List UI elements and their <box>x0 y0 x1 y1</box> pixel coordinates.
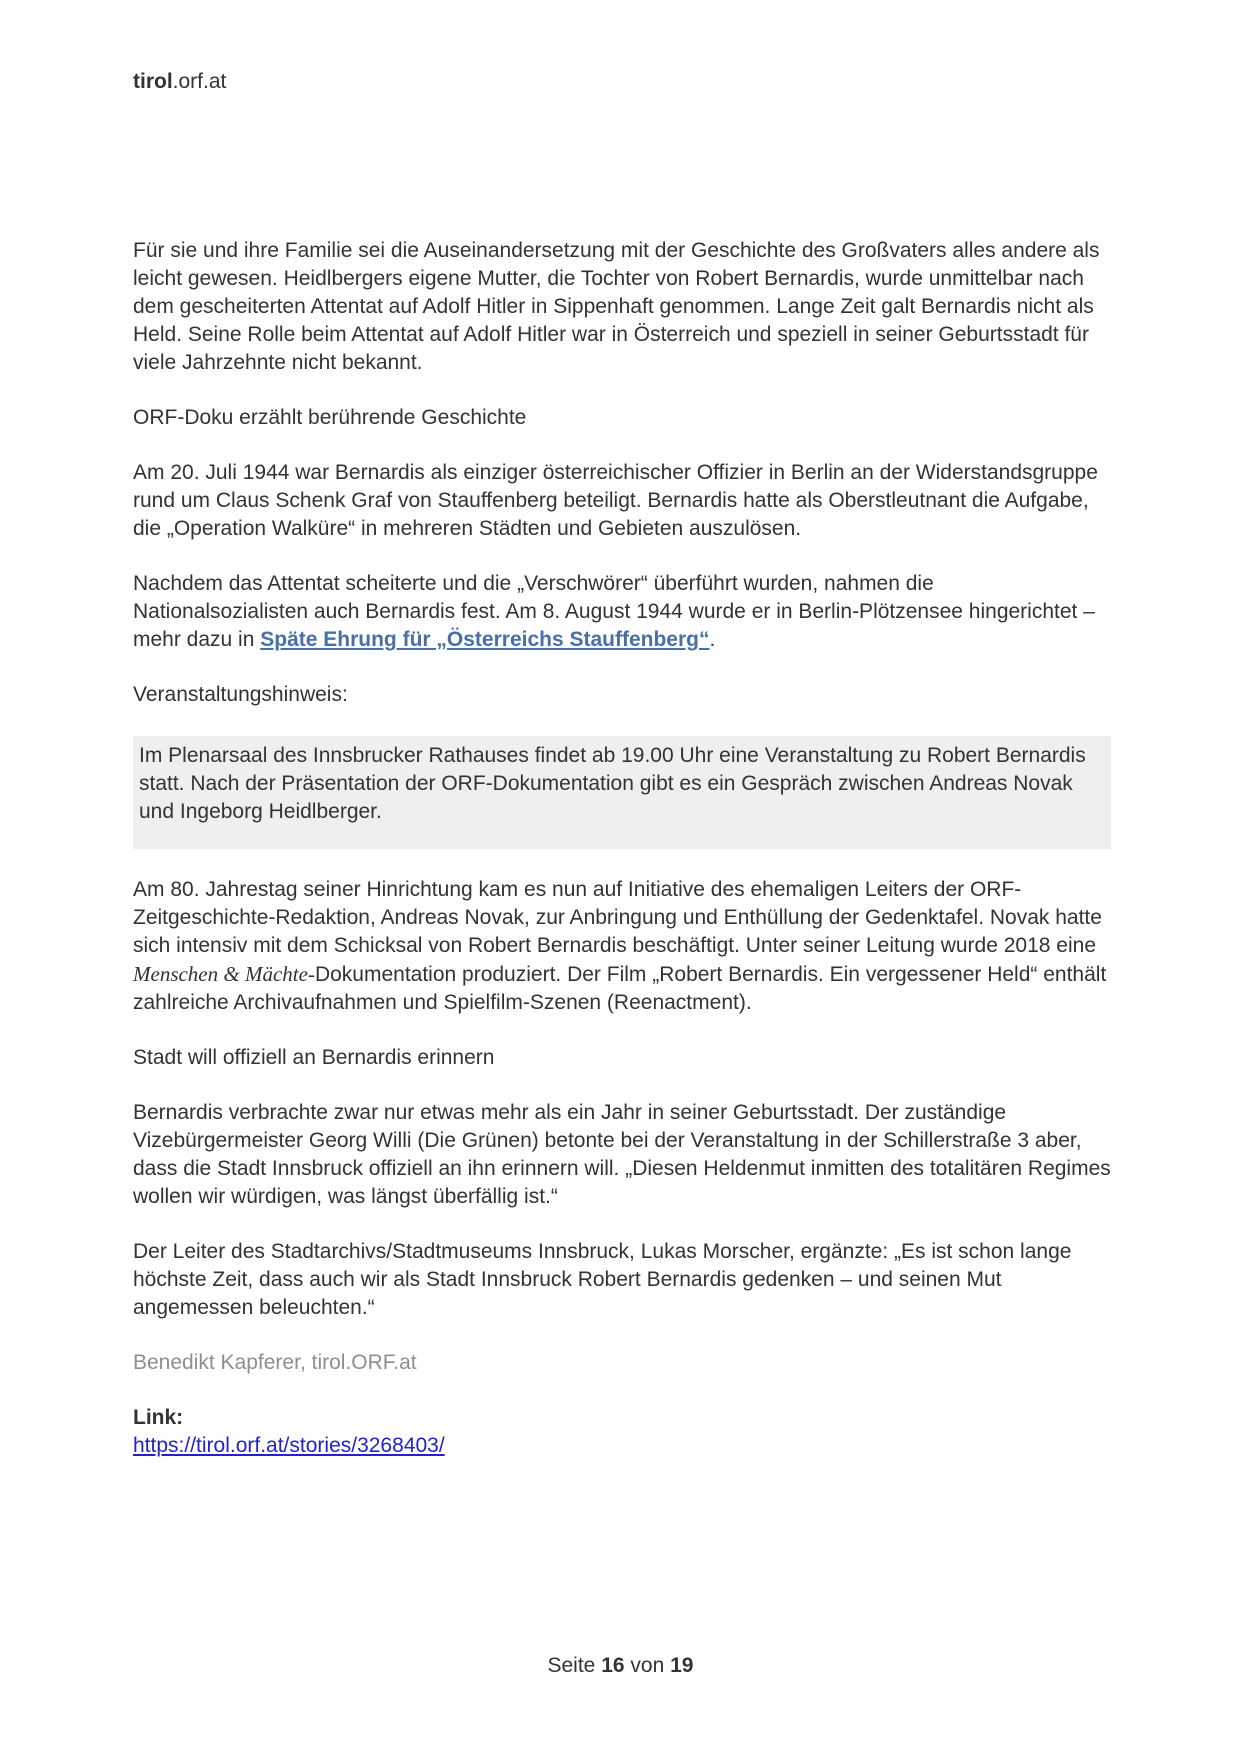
link-section <box>133 1404 1111 1460</box>
section-heading-veranstaltungshinweis: Veranstaltungshinweis: <box>133 683 348 706</box>
article-content <box>133 237 1111 1460</box>
author-byline: Benedikt Kapferer, tirol.ORF.at <box>133 1351 417 1374</box>
paragraph-attentat <box>133 570 1111 654</box>
footer-word-seite: Seite <box>547 1654 596 1677</box>
section-heading-stadt: Stadt will offiziell an Bernardis erinnern <box>133 1046 495 1069</box>
paragraph-willi: Bernardis verbrachte zwar nur etwas mehr als ein Jahr in seiner Geburtsstadt. Der zuständige Vizebürgermeister Georg Willi (Die Grünen) betonte bei der Veranstaltung in der Schillerstraße 3 aber, dass die Stadt Innsbruck offiziell an ihn erinnern will. „Diesen Heldenmut inmitten des totalitären Regimes wollen wir würdigen, was längst überfällig ist.“ <box>133 1101 1111 1208</box>
site-brand-bold: tirol <box>133 70 173 93</box>
paragraph-gedenktafel <box>133 876 1111 1017</box>
event-info-text: Im Plenarsaal des Innsbrucker Rathauses findet ab 19.00 Uhr eine Veranstaltung zu Robert Bernardis statt. Nach der Präsentation der ORF-Dokumentation gibt es ein Gespräch zwischen Andreas Novak und Ingeborg Heidlberger. <box>139 744 1086 823</box>
event-info-box <box>133 736 1111 849</box>
story-url-link[interactable]: https://tirol.orf.at/stories/3268403/ <box>133 1434 445 1457</box>
total-pages: 19 <box>670 1654 694 1677</box>
paragraph-attentat-text: Nachdem das Attentat scheiterte und die „Verschwörer“ überführt wurden, nahmen die Nationalsozialisten auch Bernardis fest. Am 8. August 1944 wurde er in Berlin-Plötzensee hingerichtet – mehr dazu in <box>133 572 1095 651</box>
link-section-label: Link: <box>133 1406 184 1429</box>
footer-word-von: von <box>630 1654 665 1677</box>
page-number: 16 <box>601 1654 625 1677</box>
paragraph-morscher: Der Leiter des Stadtarchivs/Stadtmuseums Innsbruck, Lukas Morscher, ergänzte: „Es ist schon lange höchste Zeit, dass auch wir als Stadt Innsbruck Robert Bernardis gedenken – und seinen Mut angemessen beleuchten.“ <box>133 1240 1072 1319</box>
related-article-link[interactable]: Späte Ehrung für „Österreichs Stauffenberg“ <box>260 628 710 651</box>
paragraph-gedenktafel-text: Am 80. Jahrestag seiner Hinrichtung kam es nun auf Initiative des ehemaligen Leiters der ORF-Zeitgeschichte-Redaktion, Andreas Novak, zur Anbringung und Enthüllung der Gedenktafel. Novak hatte sich intensiv mit dem Schicksal von Robert Bernardis beschäftigt. Unter seiner Leitung wurde 2018 eine <box>133 878 1102 957</box>
doku-series-title: Menschen & Mächte- <box>133 962 315 986</box>
paragraph-gedenktafel-rest: Dokumentation produziert. Der Film „Robert Bernardis. Ein vergessener Held“ enthält zahlreiche Archivaufnahmen und Spielfilm-Szenen (Reenactment). <box>133 963 1107 1014</box>
paragraph-attentat-period: . <box>709 628 716 651</box>
site-brand-rest: .orf.at <box>172 70 227 93</box>
section-heading-orf-doku: ORF-Doku erzählt berührende Geschichte <box>133 406 527 429</box>
paragraph-walkuere: Am 20. Juli 1944 war Bernardis als einziger österreichischer Offizier in Berlin an der Widerstandsgruppe rund um Claus Schenk Graf von Stauffenberg beteiligt. Bernardis hatte als Oberstleutnant die Aufgabe, die „Operation Walküre“ in mehreren Städten und Gebieten auszulösen. <box>133 461 1098 540</box>
site-brand <box>133 68 226 96</box>
page-footer <box>0 1652 1241 1680</box>
paragraph-family: Für sie und ihre Familie sei die Auseinandersetzung mit der Geschichte des Großvaters alles andere als leicht gewesen. Heidlbergers eigene Mutter, die Tochter von Robert Bernardis, wurde unmittelbar nach dem gescheiterten Attentat auf Adolf Hitler in Sippenhaft genommen. Lange Zeit galt Bernardis nicht als Held. Seine Rolle beim Attentat auf Adolf Hitler war in Österreich und speziell in seiner Geburtsstadt für viele Jahrzehnte nicht bekannt. <box>133 239 1100 374</box>
